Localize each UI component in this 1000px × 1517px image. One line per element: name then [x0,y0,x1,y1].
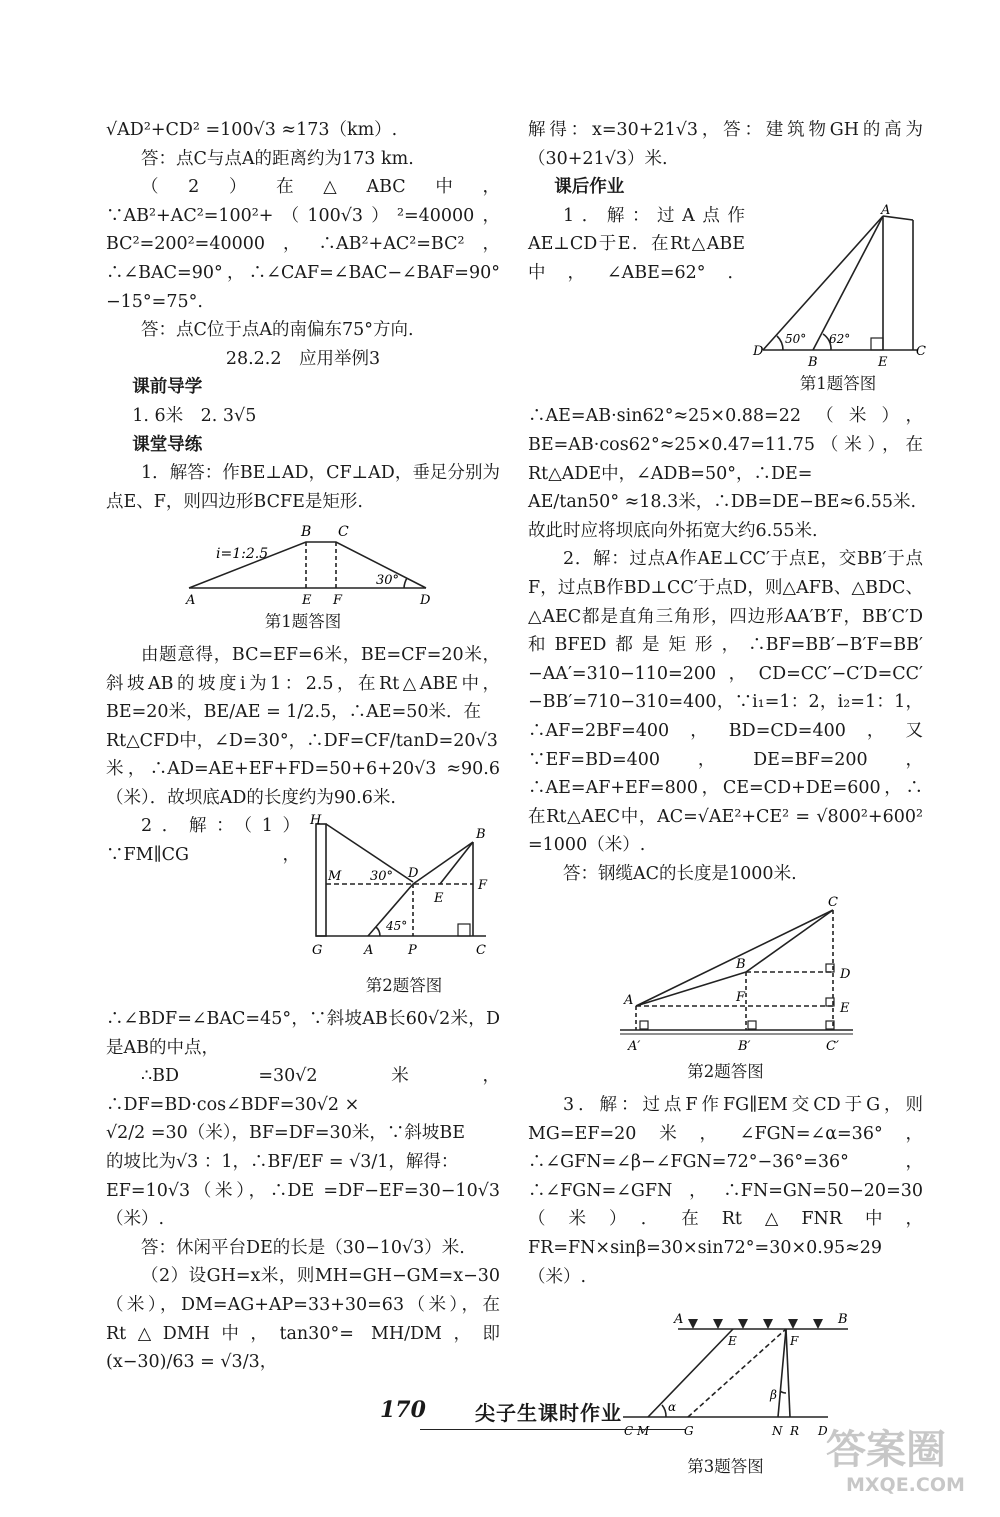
label: A [881,202,891,218]
label: G [312,943,323,959]
label: 45° [386,919,408,934]
label: B [736,957,746,973]
text-line: 的坡比为√3 ：1，∴BF/EF = √3/1，解得： [106,1152,459,1173]
label: D [753,343,764,359]
label: B [476,827,486,843]
cable-figure [528,896,923,1056]
figure-caption: 第1题答图 [799,373,877,393]
label: D [840,967,851,983]
text-paragraph: 1．解答：作BE⊥AD，CF⊥AD，垂足分别为点E、F，则四边形BCFE是矩形. [106,463,500,512]
text-paragraph: 3．解：过点F作FG∥EM交CD于G，则MG=EF=20米，∠FGN=∠α=36°，∴∠GFN=∠β−∠FGN=72°−36°=36°，∴∠FGN=∠GFN，∴FN=GN=50−20=30（米）．在Rt△FNR中，FR=FN×sinβ=30×sin72°=30×0.95≈29（米）. [528,1095,923,1287]
label: 62° [829,331,851,346]
figure-caption: 第2题答图 [687,1062,764,1082]
label: A [624,993,634,1009]
watermark [826,1418,986,1508]
left-column [106,116,500,1377]
label: F [736,990,746,1006]
text-paragraph: EF=10√3（米），∴DE =DF−EF=30−10√3（米）. [106,1180,500,1230]
label: D [818,1424,828,1439]
text-line: 答：点C位于点A的南偏东75°方向. [141,320,414,341]
label: F [333,593,343,609]
right-column [528,116,926,1486]
label: F [478,878,488,894]
label: C M [624,1424,650,1439]
platform-figure [308,812,500,972]
prep-answer: 1. 6米 2. 3√5 [132,405,257,426]
text-paragraph: 1．解：过A点作AE⊥CD于E．在Rt△ABE中，∠ABE=62°．∴AE=AB·sin62°≈25×0.88=22（米），BE=AB·cos62°≈25×0.47=11.75（米），在Rt△ADE中，∠ADB=50°，∴DE= [528,205,923,484]
label: G [684,1424,694,1439]
label: D [420,593,431,609]
label: α [668,1400,677,1415]
label: D [408,866,419,882]
text-paragraph: （2）设GH=x米，则MH=GH−GM=x−30（米），DM=AG+AP=33+30=63（米），在Rt△DMH中，tan30°= MH/DM，即 (x−30)/63 = √3/3， [106,1266,500,1373]
label: E [878,354,888,370]
label: E [302,593,312,609]
section-title: 28.2.2 应用举例3 [225,348,381,369]
label: C [916,343,926,359]
page-number: 170 [380,1397,426,1423]
text-line: Rt△CFD中，∠D=30°，∴DF=CF/tanD=20√3 [106,730,498,751]
text-paragraph: 2．解：过点A作AE⊥CC′于点E，交BB′于点F，过点B作BD⊥CC′于点D，则△AFB、△BDC、△AEC都是直角三角形，四边形AA′B′F，BB′C′D和BFED都是矩形，∴BF=BB′−B′F=BB′−AA′=310−110=200，CD=CC′−C′D=CC′−BB′=710−310=400，∵i₁=1：2，i₂=1：1，∴AF=2BF=400，BD=CD=400，又∵EF=BD=400，DE=BF=200，∴AE=AF+EF=800，CE=CD+DE=600，∴在Rt△AEC中，AC=√AE²+CE² = √800²+600² =1000（米）. [528,549,923,856]
label: B [808,354,818,370]
page-footer [380,1393,690,1433]
watermark-logo: 答案圈 [826,1427,946,1473]
label: B′ [738,1039,751,1055]
homework-title: 课后作业 [554,177,625,198]
footer-rule [420,1429,685,1430]
text-paragraph: 2．解：（1）∵FM∥CG，∴∠BDF=∠BAC=45°，∵斜坡AB长60√2米，D是AB的中点， [106,816,500,1058]
label: 30° [370,869,394,885]
label: C′ [826,1039,839,1055]
text-line: √AD²+CD² =100√3 ≈173（km）. [106,120,398,140]
label: N [772,1424,783,1439]
text-paragraph: 解得：x=30+21√3，答：建筑物GH的高为（30+21√3）米. [528,120,923,169]
label: 30° [376,573,400,589]
label: C [828,895,838,911]
label: F [790,1334,799,1349]
text-paragraph: ∴BD =30√2米，∴DF=BD·cos∠BDF=30√2 × [106,1066,500,1115]
book-title: 尖子生课时作业 [475,1401,622,1425]
figure-2-block [308,812,500,1005]
text-paragraph: 答：休闲平台DE的长是（30−10√3）米. [141,1237,465,1258]
figure-caption: 第2题答图 [365,976,443,996]
label: A [674,1312,684,1328]
label: E [728,1334,737,1349]
text-line: AE/tan50° ≈18.3米，∴DB=DE−BE≈6.55米. [528,492,917,513]
label: 50° [785,331,807,346]
label: C [476,943,486,959]
dam-figure [753,202,926,370]
text-paragraph: 由题意得，BC=EF=6米，BE=CF=20米，斜坡AB的坡度i为1：2.5，在Rt△ABE中，BE=20米，BE/AE = 1/2.5，∴AE=50米．在 [106,644,500,723]
label: M [328,869,342,885]
label: R [790,1424,800,1439]
text-line: √2/2 =30（米），BF=DF=30米，∵斜坡BE [106,1123,465,1144]
text-line: 答：点C与点A的距离约为173 km. [141,148,414,169]
watermark-url: MXQE.COM [846,1474,965,1496]
text-paragraph: 米，∴AD=AE+EF+FD=50+6+20√3 ≈90.6（米）．故坝底AD的长度约为90.6米. [106,759,500,808]
label: A [186,593,196,609]
label: i=1:2.5 [216,546,269,563]
label: A [364,943,374,959]
label: C [338,524,349,541]
label: A′ [628,1039,641,1055]
text-line: 答：钢缆AC的长度是1000米. [563,863,797,884]
figure-caption: 第3题答图 [687,1457,764,1477]
label: P [408,943,417,959]
prep-title: 课前导学 [132,377,203,398]
label: B [301,524,312,541]
figure-caption: 第1题答图 [264,612,342,632]
class-title: 课堂导练 [132,434,203,455]
trapezoid-figure [106,516,500,609]
label: B [838,1312,848,1328]
text-paragraph: （2）在△ABC中，∵AB²+AC²=100²+（100√3）²=40000，BC²=200²=40000，∴AB²+AC²=BC²，∴∠BAC=90°，∴∠CAF=∠BAC−∠BAF=90°−15°=75°. [106,177,500,312]
label: H [310,813,322,829]
label: E [434,891,444,907]
label: E [840,1001,850,1017]
text-line: 故此时应将坝底向外拓宽大约6.55米. [528,520,818,541]
figure-1-block [753,202,926,403]
label: β [770,1388,777,1403]
